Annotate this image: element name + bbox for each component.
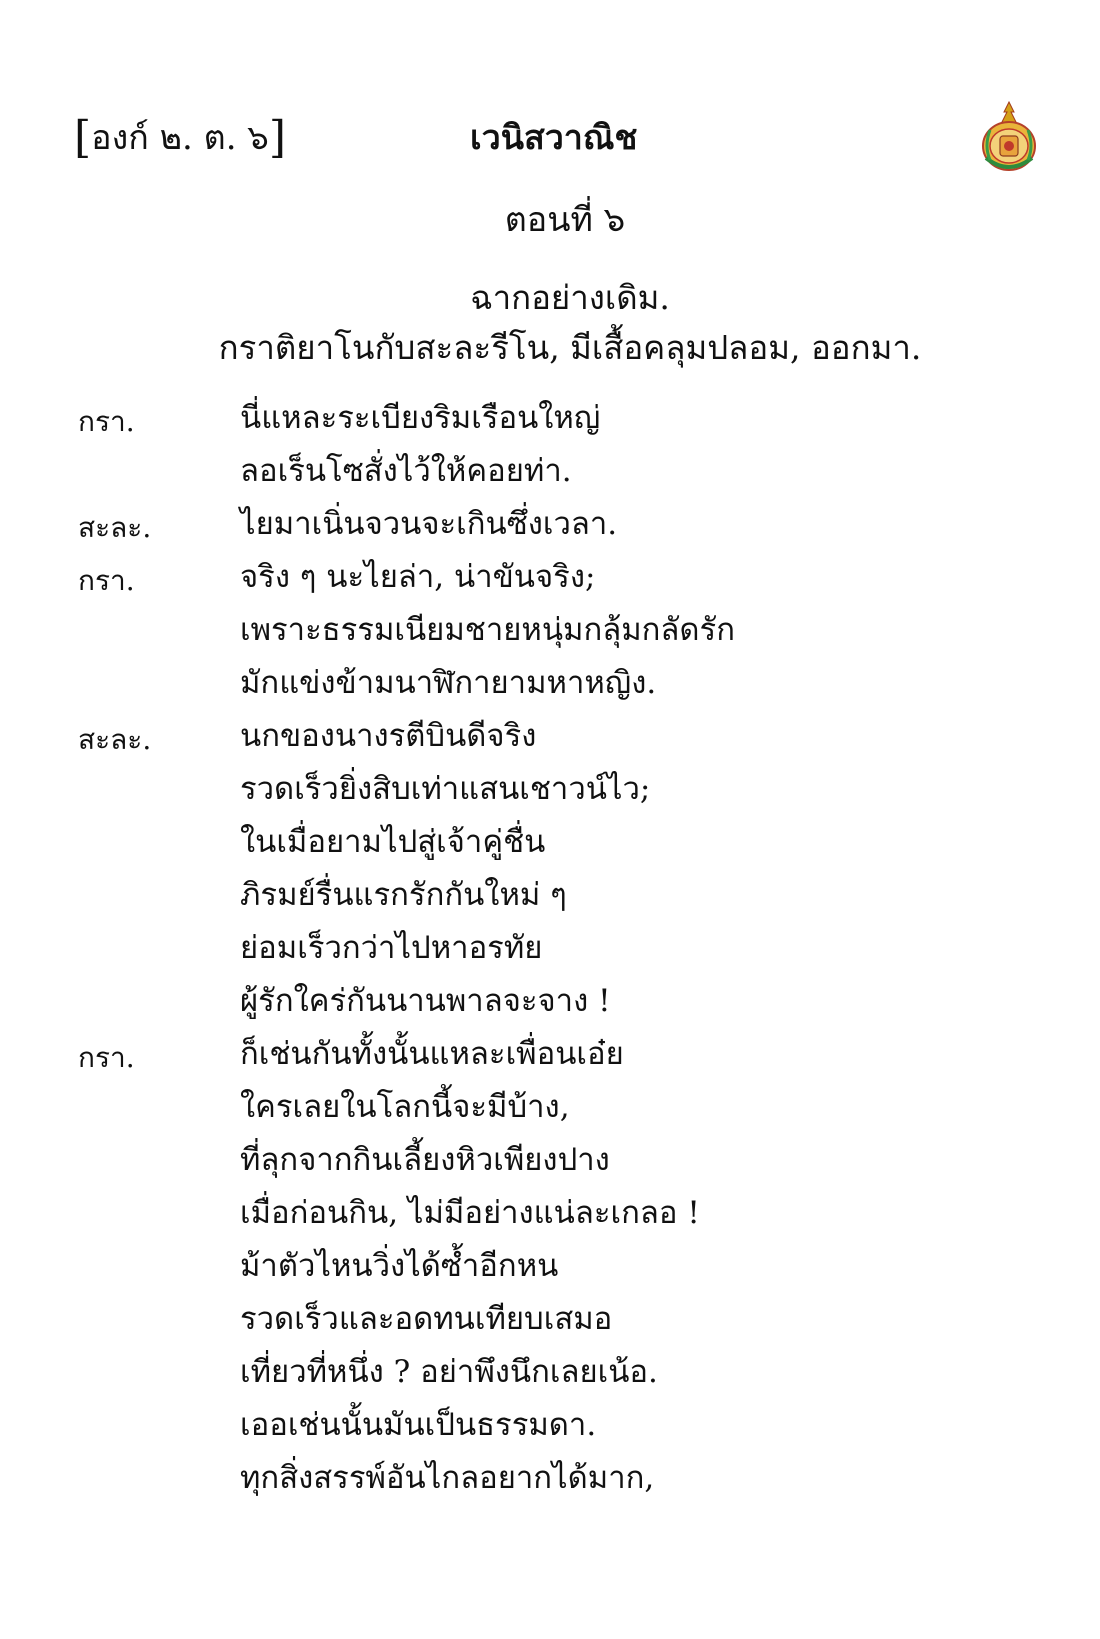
dialogue-line (0, 1456, 1100, 1508)
act-scene-reference (74, 112, 287, 163)
verse-text: ภิรมย์รื่นแรกรักกันใหม่ ๆ (240, 877, 567, 913)
verse-text: เพราะธรรมเนียมชายหนุ่มกลุ้มกลัดรัก (240, 612, 735, 648)
reference-close-bracket: ] (268, 112, 287, 163)
dialogue-line (0, 1403, 1100, 1455)
stage-setting: ฉากอย่างเดิม. (470, 278, 670, 317)
thai-royal-seal-icon (980, 100, 1038, 172)
verse-text: ใครเลยในโลกนี้จะมีบ้าง, (240, 1089, 570, 1125)
dialogue-line (0, 873, 1100, 925)
verse-text: ทุกสิ่งสรรพ์อันไกลอยากได้มาก, (240, 1460, 655, 1496)
dialogue-line (0, 396, 1100, 448)
dialogue-line (0, 1138, 1100, 1190)
verse-text: ย่อมเร็วกว่าไปหาอรทัย (240, 930, 543, 966)
dialogue-line (0, 608, 1100, 660)
verse-text: เมื่อก่อนกิน, ไม่มีอย่างแน่ละเกลอ ! (240, 1195, 700, 1231)
dialogue-line (0, 979, 1100, 1031)
dialogue-line (0, 1085, 1100, 1137)
verse-text: ที่ลุกจากกินเลี้ยงหิวเพียงปาง (240, 1142, 610, 1178)
reference-text: องก์ ๒. ต. ๖ (91, 118, 269, 158)
dialogue-line (0, 820, 1100, 872)
dialogue-line (0, 1297, 1100, 1349)
verse-text: รวดเร็วและอดทนเทียบเสมอ (240, 1301, 613, 1337)
verse-text: จริง ๆ นะไยล่า, น่าขันจริง; (240, 559, 596, 595)
verse-text: เที่ยวที่หนึ่ง ? อย่าพึงนึกเลยเน้อ. (240, 1354, 658, 1390)
dialogue-line (0, 1191, 1100, 1243)
speaker-label: กรา. (78, 1041, 135, 1074)
verse-text: เออเช่นนั้นมันเป็นธรรมดา. (240, 1407, 597, 1443)
verse-text: นี่แหละระเบียงริมเรือนใหญ่ (240, 400, 601, 436)
speaker-label: สะละ. (78, 511, 152, 544)
verse-text: ก็เช่นกันทั้งนั้นแหละเพื่อนเอ๋ย (240, 1036, 624, 1072)
dialogue-line (0, 1032, 1100, 1084)
verse-text: ในเมื่อยามไปสู่เจ้าคู่ชื่น (240, 824, 546, 860)
dialogue-line (0, 1244, 1100, 1296)
dialogue-line (0, 449, 1100, 501)
verse-text: ม้าตัวไหนวิ่งได้ซ้ำอีกหน (240, 1248, 559, 1284)
verse-text: ลอเร็นโซสั่งไว้ให้คอยท่า. (240, 453, 572, 489)
verse-text: นกของนางรตีบินดีจริง (240, 718, 537, 754)
speaker-label: สะละ. (78, 723, 152, 756)
dialogue-line (0, 1350, 1100, 1402)
verse-text: มักแข่งข้ามนาฬิกายามหาหญิง. (240, 665, 657, 701)
speaker-label: กรา. (78, 405, 135, 438)
stage-direction: กราติยาโนกับสะละรีโน, มีเสื้อคลุมปลอม, ออกมา. (218, 328, 922, 367)
dialogue-line (0, 926, 1100, 978)
running-title: เวนิสวาณิช (470, 118, 638, 158)
dialogue-line (0, 661, 1100, 713)
scene-number: ตอนที่ ๖ (504, 200, 626, 240)
dialogue-line (0, 555, 1100, 607)
dialogue-line (0, 502, 1100, 554)
dialogue-line (0, 714, 1100, 766)
reference-open-bracket: [ (74, 112, 92, 163)
verse-text: รวดเร็วยิ่งสิบเท่าแสนเชาวน์ไว; (240, 771, 651, 807)
verse-text: ผู้รักใคร่กันนานพาลจะจาง ! (240, 983, 611, 1019)
dialogue-line (0, 767, 1100, 819)
speaker-label: กรา. (78, 564, 135, 597)
verse-text: ไยมาเนิ่นจวนจะเกินซึ่งเวลา. (240, 506, 618, 542)
